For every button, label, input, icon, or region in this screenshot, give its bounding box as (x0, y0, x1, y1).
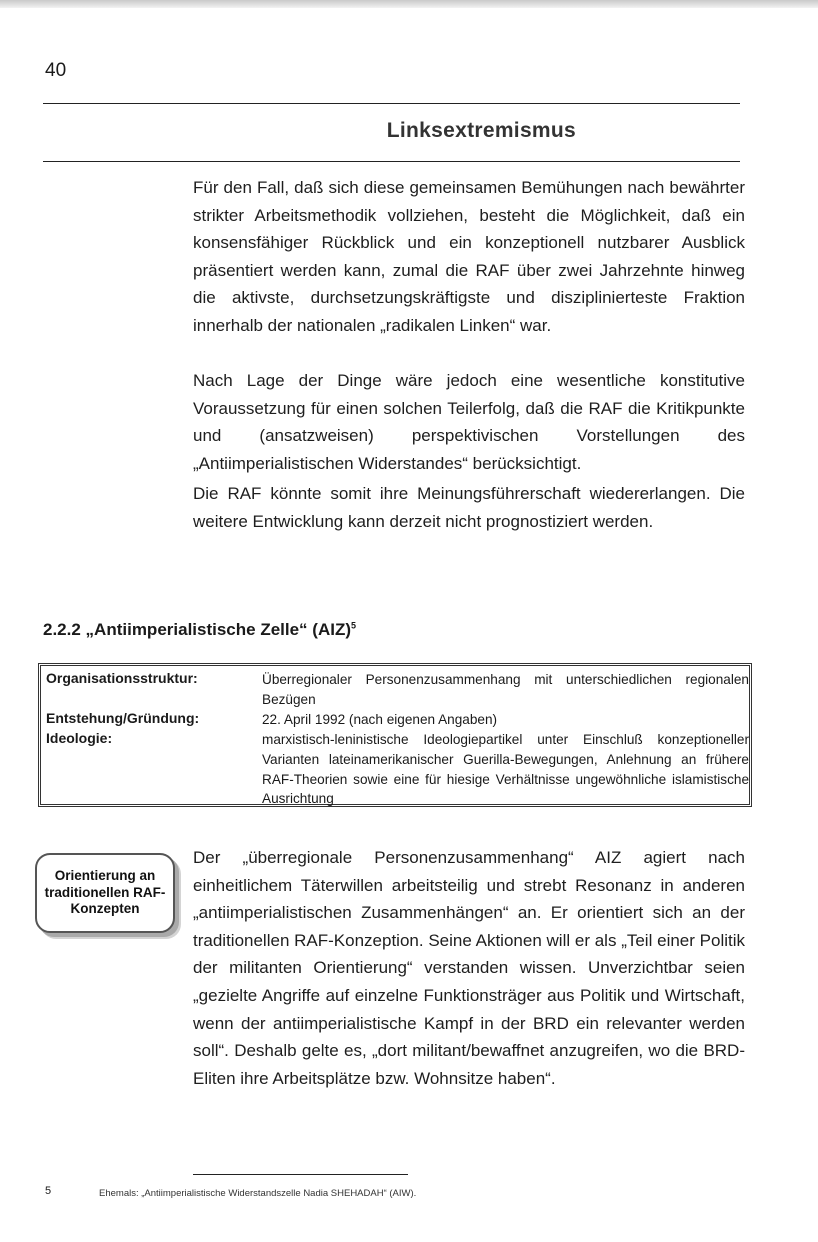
footnote-text: Ehemals: „Antiimperialistische Widerstandszelle Nadia SHEHADAH“ (AIW). (99, 1188, 417, 1199)
margin-note-badge (35, 853, 175, 933)
info-label: Organisationsstruktur: (46, 670, 198, 686)
subsection-number: 2.2.2 (43, 620, 81, 639)
subsection-title: „Antiimperialistische Zelle“ (AIZ) (85, 620, 351, 639)
info-value: Überregionaler Personenzusammenhang mit unterschiedlichen regionalen Bezügen (262, 672, 749, 707)
info-label: Entstehung/Gründung: (46, 710, 200, 726)
body-paragraph: Nach Lage der Dinge wäre jedoch eine wesentliche konstitutive Voraussetzung für einen solchen Teilerfolg, daß die RAF die Kritikpunkte und (ansatzweisen) perspektivischen Vorstellungen des „Antiimperialistischen Widerstandes“ berücksichtigt. (193, 371, 745, 473)
body-paragraph: Für den Fall, daß sich diese gemeinsamen Bemühungen nach bewährter strikter Arbeitsmethodik vollziehen, besteht die Möglichkeit, daß ein konsensfähiger Rückblick und ein konzeptionell nutzbarer Ausblick präsentiert werden kann, zumal die RAF über zwei Jahrzehnte hinweg die aktivste, durchsetzungskräftigste und disziplinierteste Fraktion innerhalb der nationalen „radikalen Linken“ war. (193, 178, 745, 335)
margin-note-text: Orientierung an traditionellen RAF-Konzepten (44, 868, 166, 917)
body-paragraph: Der „überregionale Personenzusammenhang“ AIZ agiert nach einheitlichem Täterwillen arbeitsteilig und strebt Resonanz in anderen „antiimperialistischen Zusammenhängen“ an. Er orientiert sich an der traditionellen RAF-Konzeption. Seine Aktionen will er als „Teil einer Politik der militanten Orientierung“ verstanden wissen. Unverzichtbar seien „gezielte Angriffe auf einzelne Funktionsträger aus Politik und Wirtschaft, wenn der antiimperialistische Kampf in der BRD ein relevanter werden soll“. Deshalb gelte es, „dort militant/bewaffnet anzugreifen, wo die BRD-Eliten ihre Arbeitsplätze bzw. Wohnsitze haben“. (193, 848, 745, 1088)
header-rule-top (43, 103, 740, 104)
body-paragraph: Die RAF könnte somit ihre Meinungsführerschaft wiedererlangen. Die weitere Entwicklung kann derzeit nicht prognostiziert werden. (193, 484, 745, 531)
page-top-edge (0, 0, 818, 8)
info-label: Ideologie: (46, 730, 113, 746)
subsection-heading (43, 620, 356, 640)
footnote-reference[interactable]: 5 (351, 620, 357, 631)
footnote-rule (193, 1174, 408, 1175)
section-header: Linksextremismus (386, 119, 576, 142)
page-number: 40 (45, 60, 67, 81)
organization-info-box (38, 663, 752, 807)
footnote-number: 5 (45, 1185, 52, 1197)
info-value: 22. April 1992 (nach eigenen Angaben) (262, 712, 498, 727)
header-rule-bottom (43, 161, 740, 162)
info-value: marxistisch-leninistische Ideologiepartikel unter Einschluß konzeptioneller Varianten lateinamerikanischer Guerilla-Bewegungen, Anlehnung an frühere RAF-Theorien sowie eine für hiesige Verhältnisse ungewöhnliche islamistische Ausrichtung (262, 732, 749, 807)
